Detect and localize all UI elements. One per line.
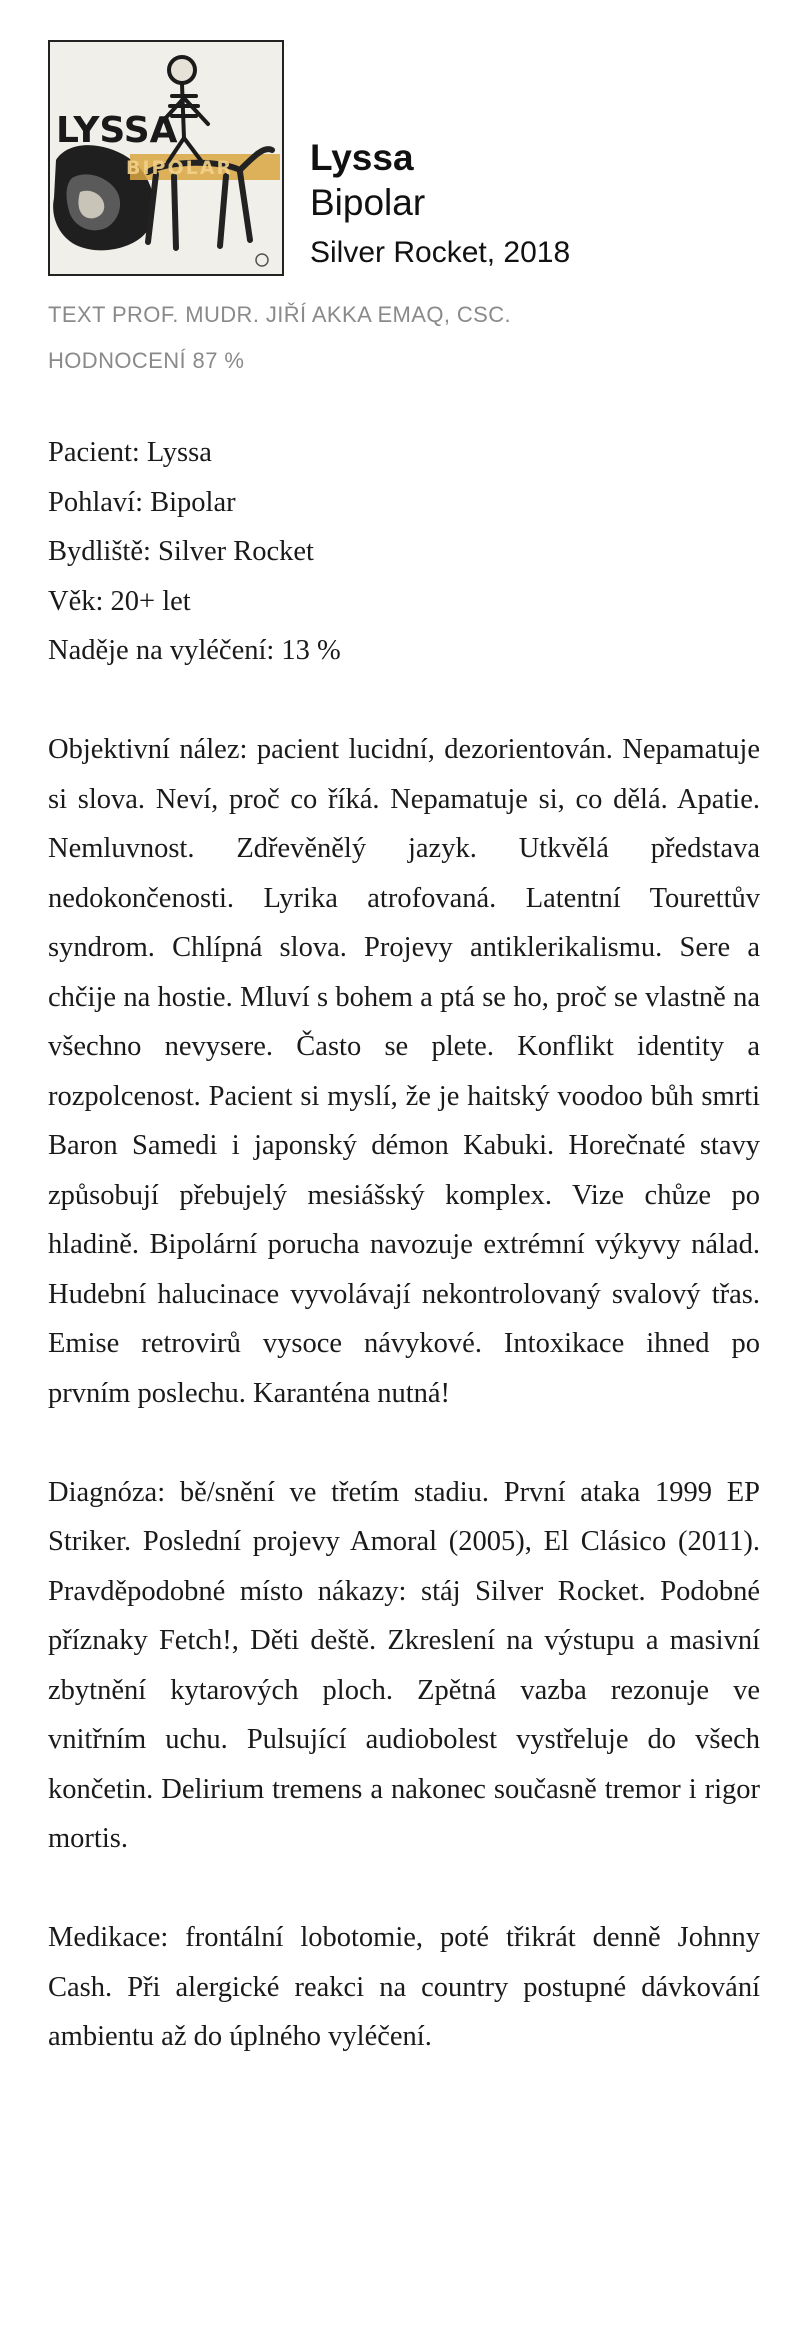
review-body xyxy=(48,428,760,2062)
medication-paragraph: Medikace: frontální lobotomie, poté třikrát denně Johnny Cash. Při alergické reakci na country postupné dávkování ambientu až do úplného vyléčení. xyxy=(48,1922,760,2052)
diagnosis-paragraph: Diagnóza: bě/snění ve třetím stadiu. První ataka 1999 EP Striker. Poslední projevy Amoral (2005), El Clásico (2011). Pravděpodobné místo nákazy: stáj Silver Rocket. Podobné příznaky Fetch!, Děti deště. Zkreslení na výstupu a masivní zbytnění kytarových ploch. Zpětná vazba rezonuje ve vnitřním uchu. Pulsující audiobolest vystřeluje do všech končetin. Delirium tremens a nakonec současně tremor i rigor mortis. xyxy=(48,1476,760,1854)
author-credit: TEXT PROF. MUDR. JIŘÍ AKKA EMAQ, CSC. xyxy=(48,302,512,327)
cover-subtitle-text: BIPOLAR xyxy=(126,157,234,179)
finding-paragraph: Objektivní nález: pacient lucidní, dezorientován. Nepamatuje si slova. Neví, proč co říká. Nepamatuje si, co dělá. Apatie. Nemluvnost. Zdřevěnělý jazyk. Utkvělá představa nedokončenosti. Lyrika atrofovaná. Latentní Tourettův syndrom. Chlípná slova. Projevy antiklerikalismu. Sere a chčije na hostie. Mluví s bohem a ptá se ho, proč se vlastně na všechno nevysere. Často se plete. Konflikt identity a rozpolcenost. Pacient si myslí, že je haitský voodoo bůh smrti Baron Samedi i japonský démon Kabuki. Horečnaté stavy způsobují přebujelý mesiášský komplex. Vize chůze po hladině. Bipolární porucha navozuje extrémní výkyvy nálad. Hudební halucinace vyvolávají nekontrolovaný svalový třas. Emise retrovirů vysoce návykové. Intoxikace ihned po prvním poslechu. Karanténa nutná! xyxy=(48,734,760,1409)
label-year: Silver Rocket, 2018 xyxy=(310,236,571,269)
album-title: Bipolar xyxy=(310,182,426,223)
patient-hope: Naděje na vyléčení: 13 % xyxy=(48,635,341,666)
patient-residence: Bydliště: Silver Rocket xyxy=(48,536,314,567)
patient-name: Pacient: Lyssa xyxy=(48,437,212,468)
rating-credit: HODNOCENÍ 87 % xyxy=(48,348,245,373)
cover-title-text: LYSSA xyxy=(56,110,178,151)
patient-age: Věk: 20+ let xyxy=(48,585,191,617)
album-header xyxy=(48,40,758,280)
review-credits xyxy=(48,292,511,384)
album-cover-image xyxy=(48,40,284,276)
artist-name: Lyssa xyxy=(310,137,414,178)
album-meta xyxy=(310,136,570,280)
patient-sex: Pohlaví: Bipolar xyxy=(48,486,236,518)
patient-info xyxy=(48,428,760,676)
